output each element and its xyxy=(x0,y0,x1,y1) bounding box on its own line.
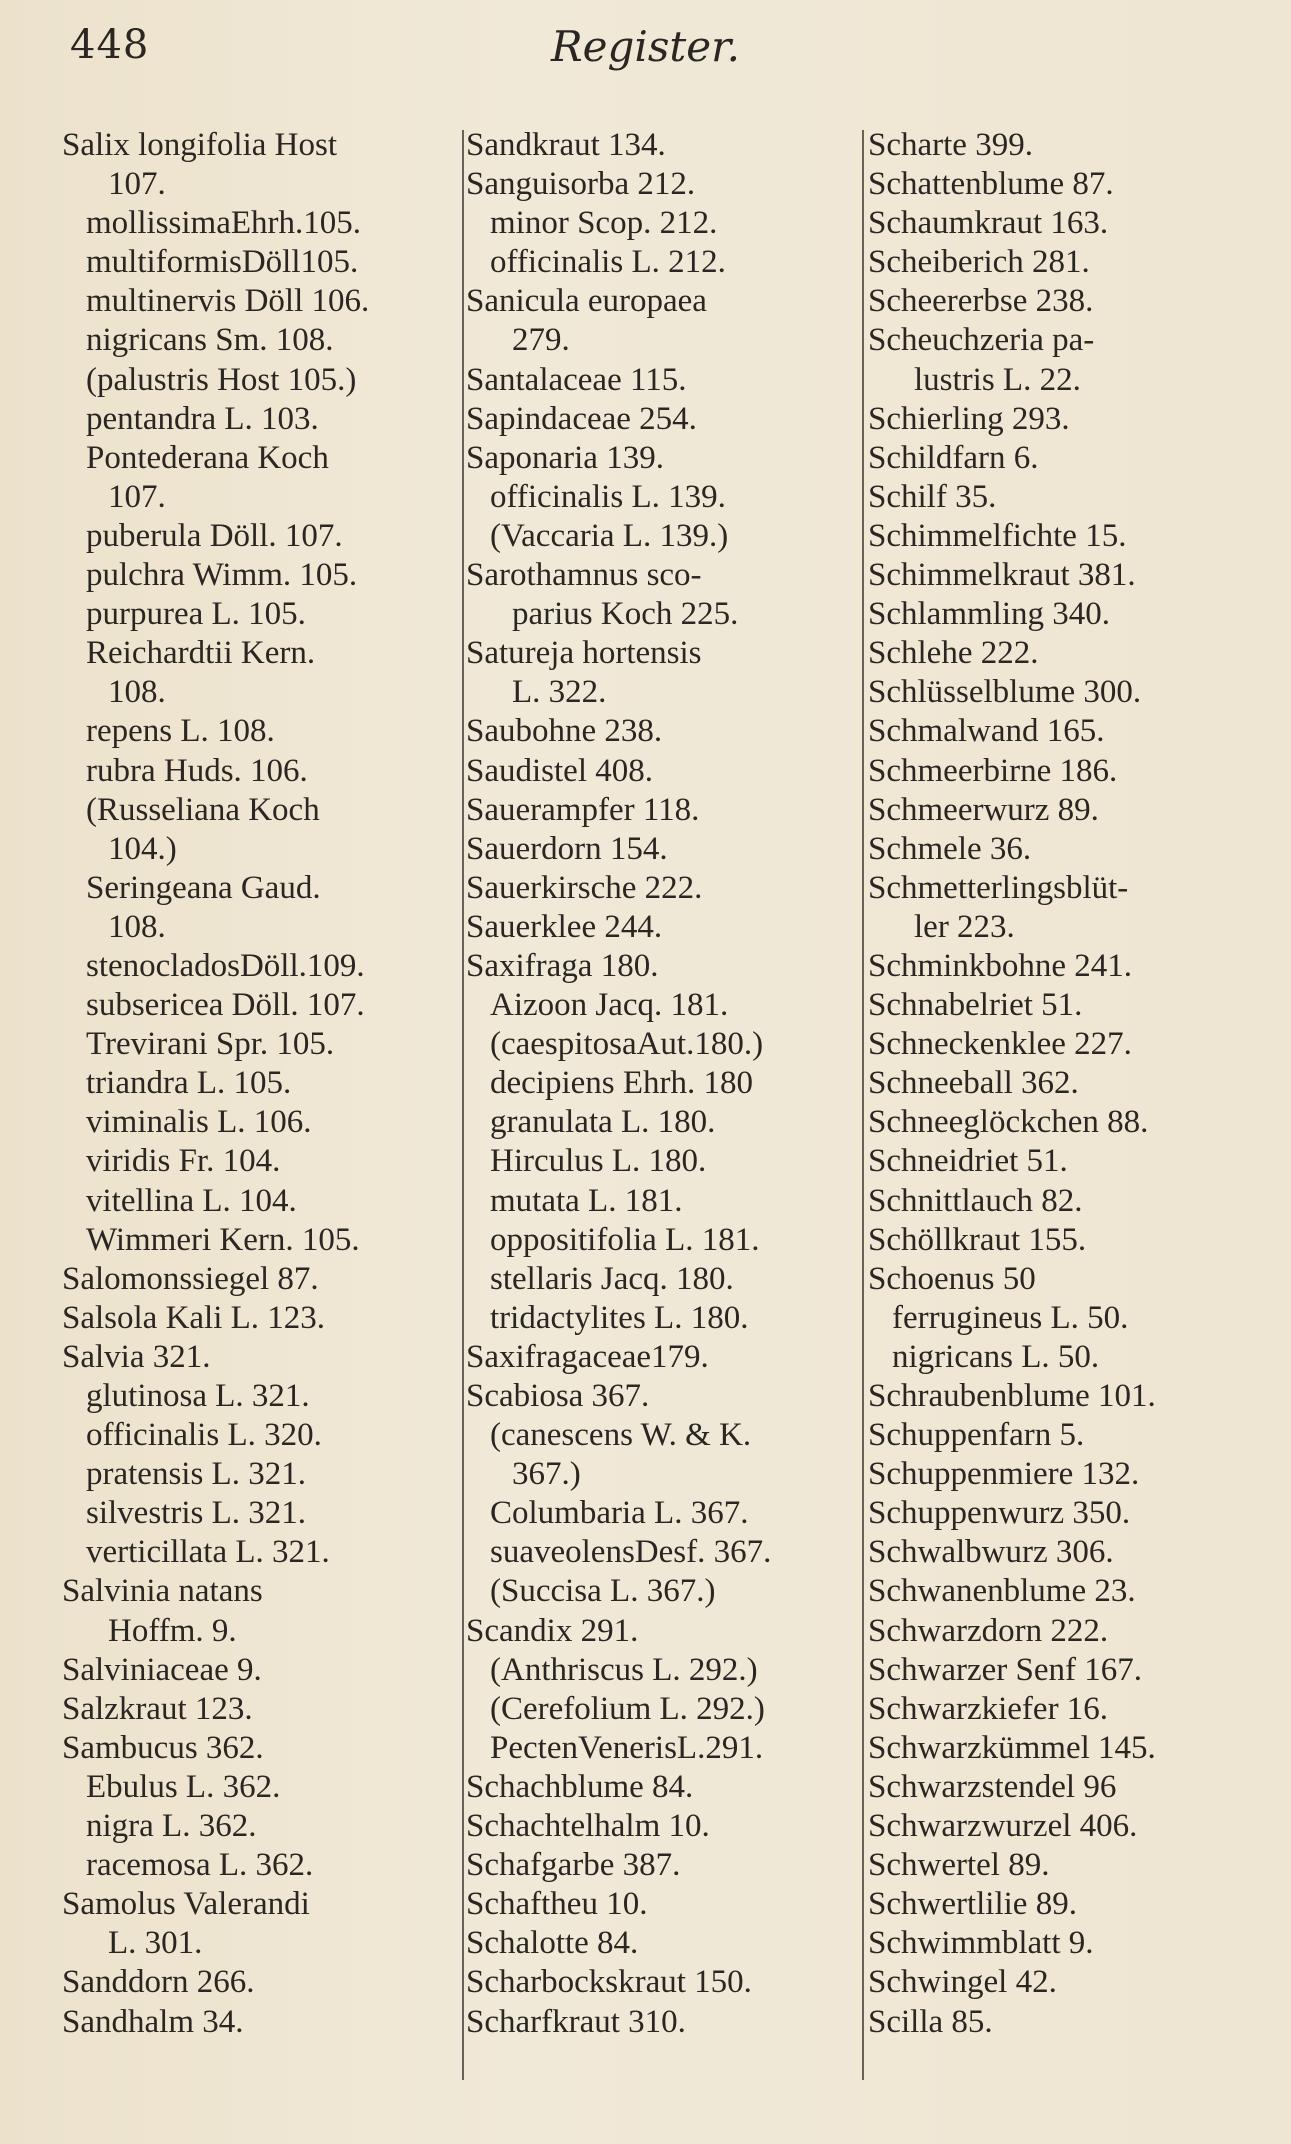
index-entry: Seringeana Gaud. xyxy=(86,869,321,906)
index-entry: glutinosa L. 321. xyxy=(86,1378,310,1414)
index-entry: lustris L. 22. xyxy=(914,361,1081,398)
index-column-2 xyxy=(466,126,861,2042)
index-entry: (Succisa L. 367.) xyxy=(490,1573,716,1610)
running-title: Register. xyxy=(551,22,740,71)
index-entry: Schneeglöckchen 88. xyxy=(868,1104,1149,1141)
index-entry: rubra Huds. 106. xyxy=(86,752,308,789)
index-entry: Schmele 36. xyxy=(868,830,1032,867)
index-entry: Sauerdorn 154. xyxy=(466,830,668,867)
index-entry: Salvinia natans xyxy=(62,1573,263,1610)
page-header xyxy=(70,22,1221,82)
index-entry: Saxifragaceae179. xyxy=(466,1338,709,1375)
index-entry: Schwanenblume 23. xyxy=(868,1573,1136,1610)
index-entry: Schachtelhalm 10. xyxy=(466,1808,710,1845)
index-entry: Schminkbohne 241. xyxy=(868,947,1132,984)
index-entry: Columbaria L. 367. xyxy=(490,1495,749,1532)
index-entry: Schaumkraut 163. xyxy=(868,205,1109,242)
index-entry: repens L. 108. xyxy=(86,713,275,750)
index-entry: nigricans Sm. 108. xyxy=(86,322,334,359)
index-entry: (canescens W. & K. xyxy=(490,1417,752,1454)
index-entry: verticillata L. 321. xyxy=(86,1534,330,1571)
index-entry: mollissimaEhrh.105. xyxy=(86,205,361,242)
index-entry: decipiens Ehrh. 180 xyxy=(490,1065,754,1102)
index-entry: Aizoon Jacq. 181. xyxy=(490,987,729,1024)
index-entry: Schafgarbe 387. xyxy=(466,1847,681,1884)
index-entry: Scheiberich 281. xyxy=(868,244,1090,281)
index-entry: Saubohne 238. xyxy=(466,713,663,750)
index-entry: Schraubenblume 101. xyxy=(868,1378,1156,1414)
index-entry: ler 223. xyxy=(914,908,1015,945)
index-entry: purpurea L. 105. xyxy=(86,596,306,633)
index-entry: viminalis L. 106. xyxy=(86,1104,312,1141)
column-divider xyxy=(462,130,464,2080)
index-entry: Schattenblume 87. xyxy=(868,166,1114,203)
index-entry: Scharte 399. xyxy=(868,127,1033,163)
index-entry: Scheuchzeria pa- xyxy=(868,322,1095,359)
index-entry: pentandra L. 103. xyxy=(86,400,319,437)
index-entry: Sandhalm 34. xyxy=(62,2003,244,2040)
index-entry: Salviniaceae 9. xyxy=(62,1651,262,1688)
index-entry: silvestris L. 321. xyxy=(86,1495,306,1532)
index-entry: (Russeliana Koch xyxy=(86,791,320,828)
index-entry: (Anthriscus L. 292.) xyxy=(490,1651,758,1688)
index-entry: ferrugineus L. 50. xyxy=(892,1299,1129,1336)
index-entry: Schuppenwurz 350. xyxy=(868,1495,1131,1532)
index-entry: (caespitosaAut.180.) xyxy=(490,1026,764,1063)
index-entry: Schwarzstendel 96 xyxy=(868,1768,1117,1805)
index-entry: Schalotte 84. xyxy=(466,1925,639,1962)
index-entry: Schöllkraut 155. xyxy=(868,1221,1087,1258)
index-entry: Scilla 85. xyxy=(868,2003,993,2040)
index-entry: Scandix 291. xyxy=(466,1612,639,1649)
index-entry: multiformisDöll105. xyxy=(86,244,359,281)
index-entry: Satureja hortensis xyxy=(466,635,702,672)
index-entry: Trevirani Spr. 105. xyxy=(86,1026,335,1063)
index-entry: Schwarzwurzel 406. xyxy=(868,1808,1138,1845)
index-entry: Salzkraut 123. xyxy=(62,1690,253,1727)
index-entry: stenocladosDöll.109. xyxy=(86,947,365,984)
index-entry: Schwarzkiefer 16. xyxy=(868,1690,1109,1727)
index-entry: Schwimmblatt 9. xyxy=(868,1925,1094,1962)
index-entry: Salsola Kali L. 123. xyxy=(62,1299,326,1336)
index-column-3 xyxy=(868,126,1248,2042)
index-entry: parius Koch 225. xyxy=(512,596,739,633)
index-entry: L. 301. xyxy=(108,1925,203,1962)
index-entry: viridis Fr. 104. xyxy=(86,1143,281,1180)
index-entry: Salvia 321. xyxy=(62,1338,211,1375)
index-entry: Scharbockskraut 150. xyxy=(466,1964,752,2001)
index-entry: tridactylites L. 180. xyxy=(490,1299,749,1336)
index-entry: pulchra Wimm. 105. xyxy=(86,557,358,594)
index-entry: Samolus Valerandi xyxy=(62,1886,310,1923)
index-entry: officinalis L. 139. xyxy=(490,478,726,515)
index-entry: Schwarzer Senf 167. xyxy=(868,1651,1142,1688)
index-entry: Schwarzdorn 222. xyxy=(868,1612,1109,1649)
index-entry: Schmeerbirne 186. xyxy=(868,752,1118,789)
index-entry: Sanguisorba 212. xyxy=(466,166,696,203)
index-entry: PectenVenerisL.291. xyxy=(490,1729,764,1766)
index-entry: (palustris Host 105.) xyxy=(86,361,357,398)
index-entry: Schaftheu 10. xyxy=(466,1886,648,1923)
index-entry: Schuppenfarn 5. xyxy=(868,1417,1085,1454)
index-entry: mutata L. 181. xyxy=(490,1182,683,1219)
index-entry: (Cerefolium L. 292.) xyxy=(490,1690,765,1727)
index-entry: 104.) xyxy=(108,830,177,867)
index-entry: subsericea Döll. 107. xyxy=(86,987,365,1024)
index-entry: Saudistel 408. xyxy=(466,752,653,789)
index-entry: oppositifolia L. 181. xyxy=(490,1221,760,1258)
index-entry: 108. xyxy=(108,674,166,711)
index-entry: Sanddorn 266. xyxy=(62,1964,255,2001)
index-entry: Schimmelkraut 381. xyxy=(868,557,1136,594)
index-entry: Salix longifolia Host xyxy=(62,127,337,163)
index-entry: multinervis Döll 106. xyxy=(86,283,370,320)
index-entry: Schmetterlingsblüt- xyxy=(868,869,1129,906)
index-entry: puberula Döll. 107. xyxy=(86,517,343,554)
index-entry: Saponaria 139. xyxy=(466,439,664,476)
index-entry: Wimmeri Kern. 105. xyxy=(86,1221,360,1258)
index-entry: Sapindaceae 254. xyxy=(466,400,697,437)
index-entry: Schuppenmiere 132. xyxy=(868,1456,1140,1493)
index-entry: Schneckenklee 227. xyxy=(868,1026,1132,1063)
index-entry: 108. xyxy=(108,908,166,945)
index-entry: Schierling 293. xyxy=(868,400,1070,437)
index-entry: vitellina L. 104. xyxy=(86,1182,297,1219)
index-entry: Ebulus L. 362. xyxy=(86,1768,281,1805)
index-entry: Scabiosa 367. xyxy=(466,1378,650,1414)
index-entry: (Vaccaria L. 139.) xyxy=(490,517,729,554)
index-entry: Schwingel 42. xyxy=(868,1964,1057,2001)
index-entry: Schneeball 362. xyxy=(868,1065,1079,1102)
index-entry: Hoffm. 9. xyxy=(108,1612,237,1649)
index-entry: Schachblume 84. xyxy=(466,1768,694,1805)
index-entry: Schwalbwurz 306. xyxy=(868,1534,1114,1571)
index-entry: 107. xyxy=(108,166,166,203)
index-entry: Schimmelfichte 15. xyxy=(868,517,1127,554)
index-entry: granulata L. 180. xyxy=(490,1104,716,1141)
index-entry: Sauerampfer 118. xyxy=(466,791,700,828)
index-entry: Schwarzkümmel 145. xyxy=(868,1729,1156,1766)
index-entry: nigricans L. 50. xyxy=(892,1338,1100,1375)
index-entry: Schmalwand 165. xyxy=(868,713,1105,750)
index-entry: Schneidriet 51. xyxy=(868,1143,1068,1180)
index-entry: Scheererbse 238. xyxy=(868,283,1094,320)
index-entry: Sarothamnus sco- xyxy=(466,557,702,594)
index-entry: Schilf 35. xyxy=(868,478,997,515)
index-entry: Sandkraut 134. xyxy=(466,127,666,163)
index-entry: nigra L. 362. xyxy=(86,1808,257,1845)
index-entry: minor Scop. 212. xyxy=(490,205,718,242)
index-entry: Santalaceae 115. xyxy=(466,361,687,398)
index-entry: officinalis L. 212. xyxy=(490,244,726,281)
index-entry: Saxifraga 180. xyxy=(466,947,659,984)
index-entry: Schwertlilie 89. xyxy=(868,1886,1077,1923)
index-entry: 367.) xyxy=(512,1456,581,1493)
index-entry: Scharfkraut 310. xyxy=(466,2003,686,2040)
index-column-1 xyxy=(62,126,462,2042)
index-entry: Salomonssiegel 87. xyxy=(62,1260,319,1297)
index-entry: Sambucus 362. xyxy=(62,1729,264,1766)
index-entry: L. 322. xyxy=(512,674,607,711)
index-entry: Reichardtii Kern. xyxy=(86,635,316,672)
index-entry: Sauerkirsche 222. xyxy=(466,869,703,906)
index-entry: Schwertel 89. xyxy=(868,1847,1050,1884)
column-divider xyxy=(862,130,864,2080)
index-entry: pratensis L. 321. xyxy=(86,1456,306,1493)
page-number: 448 xyxy=(70,22,150,68)
index-entry: racemosa L. 362. xyxy=(86,1847,314,1884)
index-entry: Schlammling 340. xyxy=(868,596,1110,633)
index-entry: triandra L. 105. xyxy=(86,1065,292,1102)
index-entry: Schildfarn 6. xyxy=(868,439,1039,476)
index-entry: 107. xyxy=(108,478,166,515)
index-entry: Sauerklee 244. xyxy=(466,908,663,945)
index-entry: Sanicula europaea xyxy=(466,283,707,320)
index-entry: Schoenus 50 xyxy=(868,1260,1036,1297)
index-entry: Schnabelriet 51. xyxy=(868,987,1083,1024)
index-entry: Schlehe 222. xyxy=(868,635,1039,672)
index-entry: Schlüsselblume 300. xyxy=(868,674,1142,711)
index-entry: suaveolensDesf. 367. xyxy=(490,1534,772,1571)
index-entry: Schmeerwurz 89. xyxy=(868,791,1099,828)
index-entry: 279. xyxy=(512,322,570,359)
index-entry: Pontederana Koch xyxy=(86,439,329,476)
index-entry: Schnittlauch 82. xyxy=(868,1182,1083,1219)
index-entry: officinalis L. 320. xyxy=(86,1417,322,1454)
index-entry: Hirculus L. 180. xyxy=(490,1143,707,1180)
index-entry: stellaris Jacq. 180. xyxy=(490,1260,734,1297)
